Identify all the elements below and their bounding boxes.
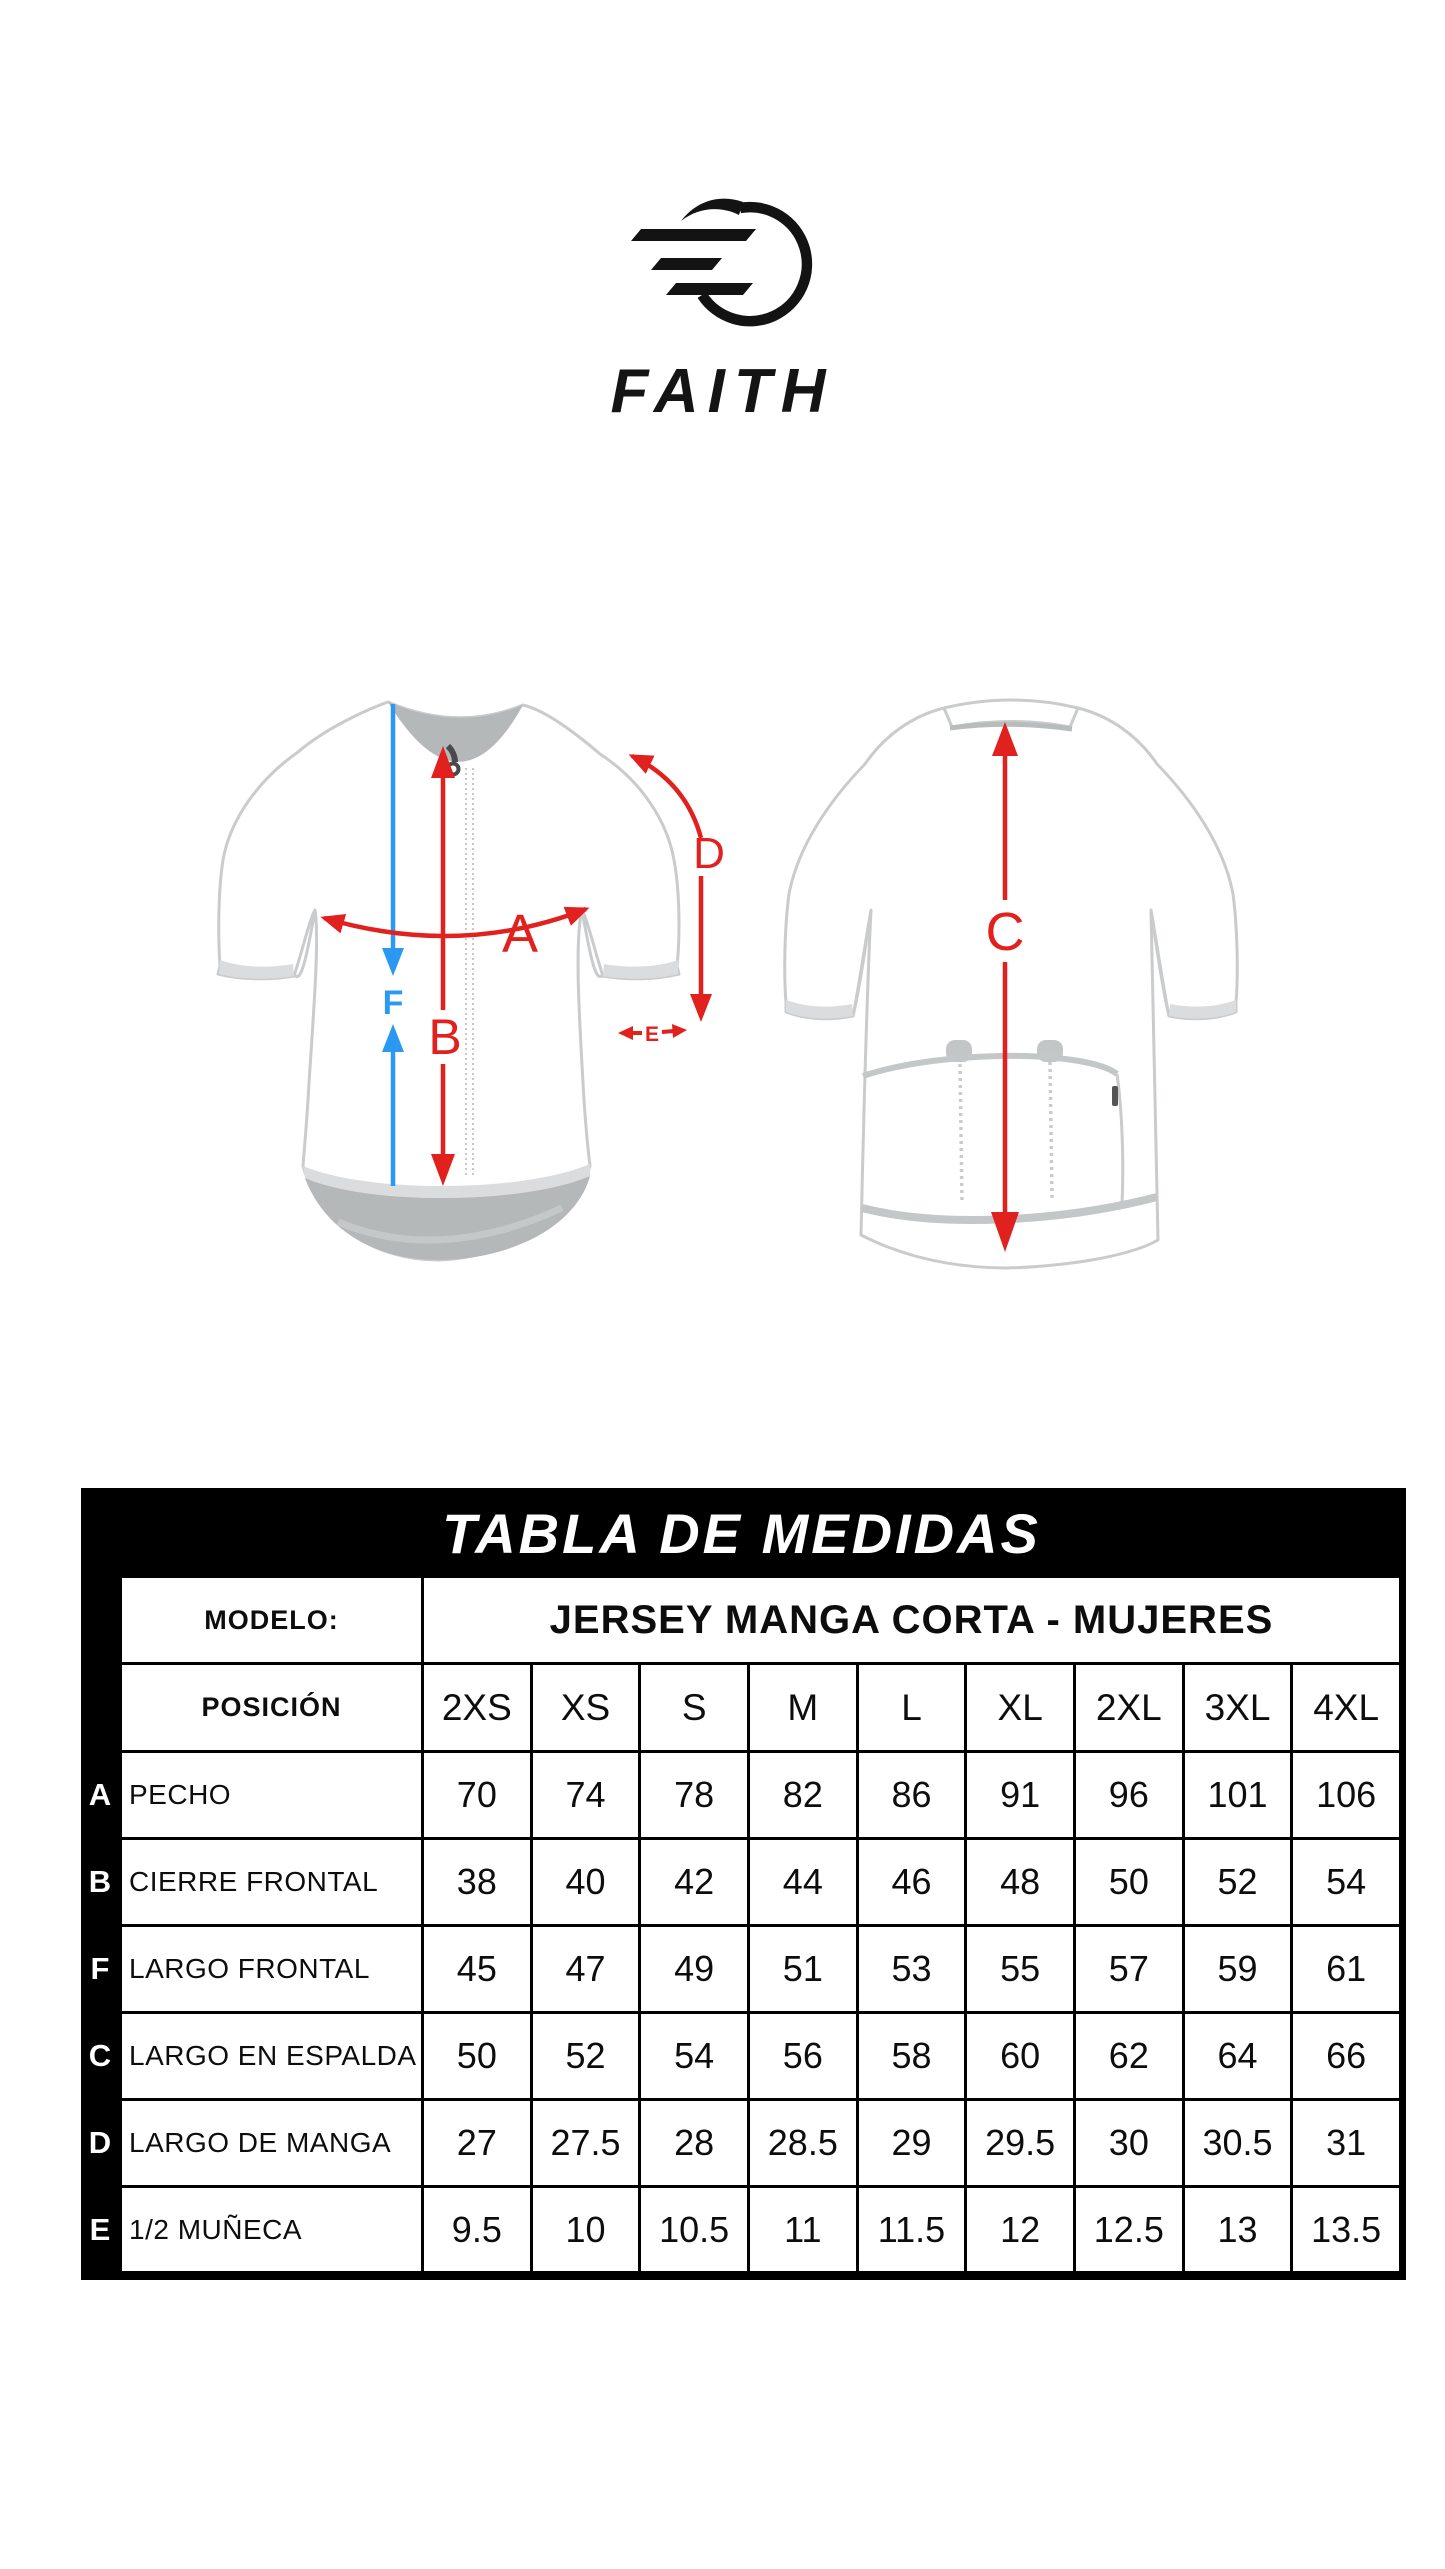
size-header-XS: XS: [533, 1665, 642, 1753]
measure-value-A-S: 78: [641, 1753, 750, 1840]
size-table-grid: [81, 1578, 1402, 2271]
measure-value-E-4XL: 13.5: [1293, 2188, 1402, 2271]
size-header-2XL: 2XL: [1076, 1665, 1185, 1753]
measure-value-A-XL: 91: [967, 1753, 1076, 1840]
measure-value-B-L: 46: [859, 1840, 968, 1927]
measure-value-D-4XL: 31: [1293, 2101, 1402, 2188]
row-label-B: CIERRE FRONTAL: [122, 1840, 424, 1927]
measure-value-D-XL: 29.5: [967, 2101, 1076, 2188]
size-header-XL: XL: [967, 1665, 1076, 1753]
measure-value-A-M: 82: [750, 1753, 859, 1840]
logo-tail: [681, 199, 743, 221]
measure-value-B-XS: 40: [533, 1840, 642, 1927]
measure-value-A-2XS: 70: [424, 1753, 533, 1840]
row-label-D: LARGO DE MANGA: [122, 2101, 424, 2188]
measure-value-A-3XL: 101: [1185, 1753, 1294, 1840]
measure-value-B-4XL: 54: [1293, 1840, 1402, 1927]
measure-value-C-L: 58: [859, 2014, 968, 2101]
logo-ring: [702, 207, 807, 321]
measure-letter-C: C: [81, 2014, 122, 2101]
size-header-2XS: 2XS: [424, 1665, 533, 1753]
measure-value-C-2XS: 50: [424, 2014, 533, 2101]
measure-value-D-L: 29: [859, 2101, 968, 2188]
row-label-C: LARGO EN ESPALDA: [122, 2014, 424, 2101]
size-table: [81, 1488, 1406, 2280]
measure-value-B-M: 44: [750, 1840, 859, 1927]
back-jersey-outline: [785, 701, 1237, 1268]
measure-value-D-2XL: 30: [1076, 2101, 1185, 2188]
size-header-M: M: [750, 1665, 859, 1753]
measure-value-D-M: 28.5: [750, 2101, 859, 2188]
measure-value-E-M: 11: [750, 2188, 859, 2271]
brand-name: FAITH: [610, 357, 835, 426]
measure-value-F-S: 49: [641, 1927, 750, 2014]
measure-value-F-2XL: 57: [1076, 1927, 1185, 2014]
measure-label-d: D: [693, 829, 725, 878]
measure-label-e: E: [644, 1023, 660, 1046]
measure-value-D-2XS: 27: [424, 2101, 533, 2188]
table-left-strip: [81, 1665, 122, 1753]
table-title: TABLA DE MEDIDAS: [81, 1488, 1402, 1578]
measure-value-A-XS: 74: [533, 1753, 642, 1840]
measure-value-E-XS: 10: [533, 2188, 642, 2271]
measure-letter-D: D: [81, 2101, 122, 2188]
measure-value-C-XS: 52: [533, 2014, 642, 2101]
table-left-strip: [81, 1578, 122, 1665]
measure-label-a: A: [501, 904, 539, 964]
logo-speed-bar-1: [631, 229, 756, 241]
measure-value-C-2XL: 62: [1076, 2014, 1185, 2101]
measure-value-F-4XL: 61: [1293, 1927, 1402, 2014]
measure-value-B-3XL: 52: [1185, 1840, 1294, 1927]
measure-value-B-2XL: 50: [1076, 1840, 1185, 1927]
size-header-3XL: 3XL: [1185, 1665, 1294, 1753]
measure-letter-A: A: [81, 1753, 122, 1840]
measure-value-E-S: 10.5: [641, 2188, 750, 2271]
measure-value-F-XS: 47: [533, 1927, 642, 2014]
logo-speed-bar-3: [666, 283, 753, 295]
measure-value-E-2XS: 9.5: [424, 2188, 533, 2271]
measure-value-B-S: 42: [641, 1840, 750, 1927]
jersey-front-diagram: [130, 680, 730, 1280]
measure-value-A-2XL: 96: [1076, 1753, 1185, 1840]
measure-value-F-3XL: 59: [1185, 1927, 1294, 2014]
brand-logo-icon: [625, 194, 825, 334]
logo-speed-bar-2: [651, 258, 722, 270]
measure-value-A-L: 86: [859, 1753, 968, 1840]
jersey-back-diagram: [760, 680, 1360, 1280]
front-jersey-outline: [218, 702, 679, 1260]
measure-letter-F: F: [81, 1927, 122, 2014]
measure-value-E-3XL: 13: [1185, 2188, 1294, 2271]
measure-value-A-4XL: 106: [1293, 1753, 1402, 1840]
measure-value-B-2XS: 38: [424, 1840, 533, 1927]
measure-value-F-2XS: 45: [424, 1927, 533, 2014]
measure-value-E-2XL: 12.5: [1076, 2188, 1185, 2271]
measure-value-E-XL: 12: [967, 2188, 1076, 2271]
size-header-4XL: 4XL: [1293, 1665, 1402, 1753]
back-pocket-zipper: [1112, 1086, 1118, 1106]
measure-label-b: B: [428, 1009, 462, 1065]
measure-value-F-XL: 55: [967, 1927, 1076, 2014]
measure-letter-E: E: [81, 2188, 122, 2271]
measure-value-F-L: 53: [859, 1927, 968, 2014]
measure-value-E-L: 11.5: [859, 2188, 968, 2271]
measure-value-C-XL: 60: [967, 2014, 1076, 2101]
model-value: JERSEY MANGA CORTA - MUJERES: [424, 1578, 1402, 1665]
row-label-F: LARGO FRONTAL: [122, 1927, 424, 2014]
measure-value-F-M: 51: [750, 1927, 859, 2014]
measure-value-D-XS: 27.5: [533, 2101, 642, 2188]
measure-value-C-3XL: 64: [1185, 2014, 1294, 2101]
size-header-S: S: [641, 1665, 750, 1753]
size-header-L: L: [859, 1665, 968, 1753]
measure-value-C-4XL: 66: [1293, 2014, 1402, 2101]
measure-value-D-S: 28: [641, 2101, 750, 2188]
measure-value-B-XL: 48: [967, 1840, 1076, 1927]
measure-letter-B: B: [81, 1840, 122, 1927]
measure-value-C-M: 56: [750, 2014, 859, 2101]
measure-arrow-d-head: [690, 994, 712, 1022]
row-label-E: 1/2 MUÑECA: [122, 2188, 424, 2271]
row-label-A: PECHO: [122, 1753, 424, 1840]
model-label: MODELO:: [122, 1578, 424, 1665]
position-label: POSICIÓN: [122, 1665, 424, 1753]
measure-value-C-S: 54: [641, 2014, 750, 2101]
measure-label-f: F: [382, 984, 404, 1022]
measure-label-c: C: [985, 902, 1025, 962]
measure-value-D-3XL: 30.5: [1185, 2101, 1294, 2188]
